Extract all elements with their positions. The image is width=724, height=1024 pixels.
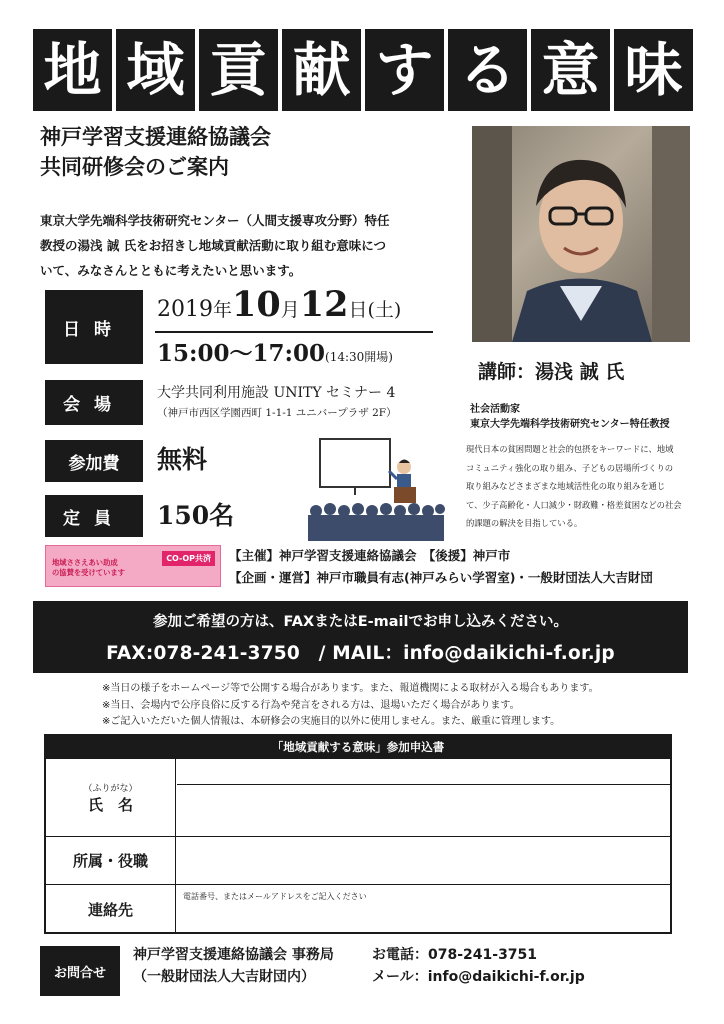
name-label-text: 氏 名 [87, 795, 133, 814]
date-year-unit: 年 [213, 299, 233, 321]
bio-line: 現代日本の貧困問題と社会的包摂をキーワードに、地域 [466, 444, 674, 454]
title-char: る [448, 29, 527, 111]
fee-label: 参加費 [45, 440, 143, 482]
title-char: 地 [33, 29, 112, 111]
form-row-affiliation [46, 836, 670, 884]
coop-sponsor-badge [45, 545, 221, 587]
date-divider [155, 331, 433, 333]
intro-line: 教授の湯浅 誠 氏をお招きし地域貢献活動に取り組む意味につ [40, 238, 386, 253]
notes [102, 681, 599, 731]
time-range: 15:00〜17:00 [157, 340, 326, 367]
affiliation-field[interactable] [177, 837, 670, 884]
coop-logo: CO-OP共済 [162, 551, 215, 566]
date-month-unit: 月 [280, 299, 300, 321]
office-name: 神戸学習支援連絡協議会 事務局 [133, 947, 334, 963]
contact-field[interactable] [177, 885, 670, 934]
capacity-value: 150名 [157, 501, 235, 530]
intro-line: いて、みなさんとともに考えたいと思います。 [40, 263, 302, 278]
date-day: 12 [299, 284, 349, 325]
doors-open-note: (14:30開場) [325, 350, 393, 364]
coop-badge-text [52, 558, 125, 578]
furigana-label: （ふりがな） [83, 783, 138, 794]
date-day-unit: 日 [348, 299, 368, 321]
title-char: 味 [614, 29, 693, 111]
event-subtitle: 共同研修会のご案内 [40, 155, 229, 179]
inquiry-organization [133, 944, 334, 988]
organization-name: 神戸学習支援連絡協議会 [40, 125, 271, 149]
inquiry-phone: お電話：078-241-3751 [372, 947, 538, 963]
date-label: 日時 [45, 290, 143, 364]
speaker-portrait-image [472, 126, 690, 342]
bio-line: 的課題の解決を目指している。 [466, 518, 583, 529]
note-line: ※当日の様子をホームページ等で公開する場合があります。また、報道機関による取材が入る場合もあります。 [102, 683, 599, 694]
inquiry-email: メール：info@daikichi-f.or.jp [372, 969, 585, 985]
venue-name: 大学共同利用施設 UNITY セミナー 4 [157, 385, 396, 401]
title-char: 貢 [199, 29, 278, 111]
bio-line: コミュニティ強化の取り組み、子どもの居場所づくりの [466, 462, 674, 473]
furigana-field[interactable] [177, 759, 670, 785]
contact-hint: 電話番号、またはメールアドレスをご記入ください [183, 892, 367, 901]
name-label [46, 759, 176, 836]
speaker-name: 講師：湯浅 誠 氏 [478, 361, 625, 383]
intro-line: 東京大学先端科学技術研究センター（人間支援専攻分野）特任 [40, 213, 390, 228]
date-month: 10 [232, 284, 281, 325]
application-banner [33, 601, 688, 673]
organization-heading [40, 122, 271, 182]
affiliation-label: 所属・役職 [46, 837, 176, 884]
intro-paragraph [40, 208, 450, 283]
page-title [33, 29, 693, 111]
form-row-name [46, 758, 670, 836]
fax-email-contact: FAX:078-241-3750 / MAIL：info@daikichi-f.or.jp [106, 643, 615, 664]
speaker-photo [472, 126, 690, 342]
sponsor-info [229, 545, 653, 589]
fee-value: 無料 [157, 445, 208, 474]
title-char: 献 [282, 29, 361, 111]
note-line: ※ご記入いただいた個人情報は、本研修会の実施目的以外に使用しません。また、厳重に管理します。 [102, 716, 561, 727]
organizer-line: 【企画・運営】神戸市職員有志(神戸みらい学習室)・一般財団法人大吉財団 [229, 570, 653, 585]
coop-badge-line: の協賛を受けています [52, 568, 125, 577]
name-field[interactable] [177, 785, 670, 837]
speaker-role [470, 402, 670, 432]
bio-line: 取り組みなどさまざまな地域活性化の取り組みを通じ [466, 481, 666, 492]
lecture-illustration [306, 437, 446, 541]
inquiry-contact [372, 944, 585, 988]
event-time [157, 335, 393, 368]
bio-line: て、少子高齢化・人口減少・財政難・格差貧困などの社会 [466, 499, 682, 510]
title-char: 域 [116, 29, 195, 111]
office-host: （一般財団法人大吉財団内） [133, 969, 315, 985]
title-char: す [365, 29, 444, 111]
speaker-affiliation: 東京大学先端科学技術研究センター特任教授 [470, 419, 670, 430]
inquiry-label: お問合せ [40, 946, 120, 996]
form-row-contact [46, 884, 670, 934]
form-header: 「地域貢献する意味」参加申込書 [46, 736, 670, 758]
contact-label: 連絡先 [46, 885, 176, 934]
speaker-title: 社会活動家 [470, 404, 520, 415]
date-year: 2019 [157, 297, 213, 322]
event-date [157, 284, 401, 325]
note-line: ※当日、会場内で公序良俗に反する行為や発言をされる方は、退場いただく場合があります。 [102, 699, 520, 711]
speaker-bio [466, 440, 702, 533]
date-weekday: (土) [367, 299, 402, 321]
coop-badge-line: 地域ささえあい助成 [52, 558, 118, 567]
sponsor-line: 【主催】神戸学習支援連絡協議会 【後援】神戸市 [229, 548, 511, 563]
venue-address: （神戸市西区学園西町 1-1-1 ユニバープラザ 2F） [157, 407, 397, 419]
title-char: 意 [531, 29, 610, 111]
venue-label: 会場 [45, 380, 143, 425]
application-form [44, 734, 672, 934]
application-instruction: 参加ご希望の方は、FAXまたはE-mailでお申し込みください。 [153, 614, 568, 630]
capacity-label: 定員 [45, 495, 143, 537]
